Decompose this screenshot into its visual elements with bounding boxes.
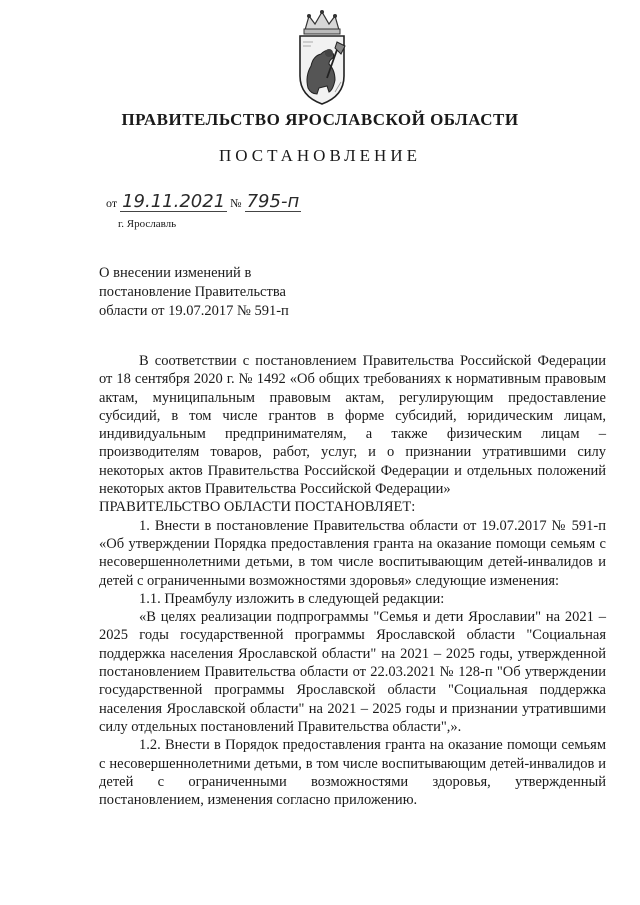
document-body <box>99 352 606 809</box>
subject-line: О внесении изменений в <box>99 265 252 281</box>
document-number: 795-п <box>246 191 300 212</box>
number-prefix: № <box>230 196 242 210</box>
date-number-line <box>106 193 301 212</box>
government-title: ПРАВИТЕЛЬСТВО ЯРОСЛАВСКОЙ ОБЛАСТИ <box>121 110 519 129</box>
preamble-paragraph: В соответствии с постановлением Правительства Российской Федерации от 18 сентября 2020 г. № 1492 «Об общих требованиях к нормативным правовым актам, муниципальным правовым актам, регулирующим предоставление субсидий, в том числе грантов в форме субсидий, юридическим лицам, индивидуальным предпринимателям, а также физическим лицам – производителям товаров, работ, услуг, и о признании утратившими силу некоторых актов Правительства Российской Федерации и отдельных положений некоторых актов Правительства Российской Федерации» <box>99 353 606 498</box>
document-type: ПОСТАНОВЛЕНИЕ <box>218 146 421 165</box>
city: г. Ярославль <box>118 218 177 230</box>
clause-1-1-text: «В целях реализации подпрограммы "Семья и дети Ярославии" на 2021 – 2025 годы государственной программы Ярославской области "Социальная поддержка населения Ярославской области" на 2021 – 2025 годы, утвержденной постановлением Правительства области от 22.03.2021 № 128-п "Об утверждении государственной программы Ярославской области "Социальная поддержка населения Ярославской области" на 2021 – 2025 годы и признании утратившими силу отдельных постановлений Правительства области",». <box>99 609 606 735</box>
clause-1: 1. Внести в постановление Правительства области от 19.07.2017 № 591-п «Об утверждении Порядка предоставления гранта на оказание помощи семьям с несовершеннолетними детьми, в том числе воспитывающим детей-инвалидов и детей с ограниченными возможностями здоровья» следующие изменения: <box>99 517 606 589</box>
clause-1-2: 1.2. Внести в Порядок предоставления гранта на оказание помощи семьям с несовершеннолетними детьми, в том числе воспитывающим детей-инвалидов и детей с ограниченными возможностями здоровья, утвержденный постановлением, изменения согласно приложению. <box>99 737 606 809</box>
resolution-heading: ПРАВИТЕЛЬСТВО ОБЛАСТИ ПОСТАНОВЛЯЕТ: <box>99 499 416 516</box>
subject-line: области от 19.07.2017 № 591-п <box>99 303 289 319</box>
clause-1-1: 1.1. Преамбулу изложить в следующей редакции: <box>139 590 445 607</box>
document-date: 19.11.2021 <box>122 191 226 212</box>
coat-of-arms-emblem <box>283 8 361 108</box>
subject-line: постановление Правительства <box>99 284 286 300</box>
document-subject <box>99 264 339 321</box>
date-prefix: от <box>106 196 118 210</box>
